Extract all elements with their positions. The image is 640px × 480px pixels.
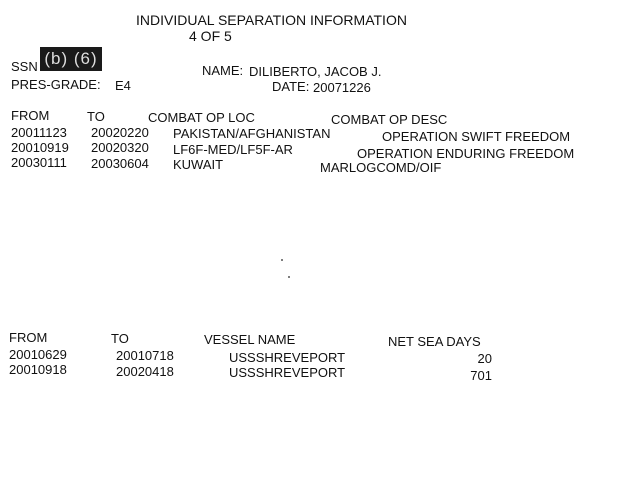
sea-row-from: 20010918	[9, 362, 67, 377]
combat-row-to: 20020320	[91, 140, 149, 155]
sea-header-days: NET SEA DAYS	[388, 334, 481, 349]
name-label: NAME:	[202, 63, 244, 78]
combat-header-to: TO	[87, 109, 105, 124]
name-value: DILIBERTO, JACOB J.	[249, 64, 382, 79]
scan-speck	[281, 259, 283, 261]
combat-row-desc: OPERATION ENDURING FREEDOM	[357, 146, 575, 161]
sea-header-vessel: VESSEL NAME	[204, 332, 296, 347]
ssn-redaction: (b) (6)	[40, 47, 102, 71]
sea-header-from: FROM	[9, 330, 48, 345]
combat-row-desc: MARLOGCOMD/OIF	[320, 160, 442, 175]
combat-header-from: FROM	[11, 108, 50, 123]
combat-row-to: 20020220	[91, 125, 149, 140]
combat-row-desc: OPERATION SWIFT FREEDOM	[382, 129, 571, 144]
date-value: 20071226	[313, 80, 371, 95]
document-title: INDIVIDUAL SEPARATION INFORMATION	[136, 12, 407, 28]
combat-row-loc: LF6F-MED/LF5F-AR	[173, 142, 293, 157]
combat-row-to: 20030604	[91, 156, 149, 171]
sea-row-from: 20010629	[9, 347, 67, 362]
combat-header-loc: COMBAT OP LOC	[148, 110, 255, 125]
date-label: DATE:	[272, 79, 310, 94]
sea-row-vessel: USSSHREVEPORT	[229, 365, 346, 380]
sea-row-days: 20	[477, 351, 492, 366]
sea-header-to: TO	[111, 331, 129, 346]
sea-row-to: 20010718	[116, 348, 174, 363]
scan-speck	[288, 276, 290, 278]
ssn-label: SSN	[11, 59, 38, 74]
pres-grade-value: E4	[115, 78, 131, 93]
sea-row-vessel: USSSHREVEPORT	[229, 350, 346, 365]
combat-row-from: 20030111	[11, 155, 67, 170]
combat-header-desc: COMBAT OP DESC	[331, 112, 448, 127]
sea-row-to: 20020418	[116, 364, 174, 379]
pres-grade-label: PRES-GRADE:	[11, 77, 101, 92]
combat-row-from: 20010919	[11, 140, 69, 155]
combat-row-loc: KUWAIT	[173, 157, 224, 172]
combat-row-loc: PAKISTAN/AFGHANISTAN	[173, 126, 331, 141]
combat-row-from: 20011123	[11, 125, 67, 140]
page-indicator: 4 OF 5	[189, 28, 232, 44]
sea-row-days: 701	[470, 368, 492, 383]
